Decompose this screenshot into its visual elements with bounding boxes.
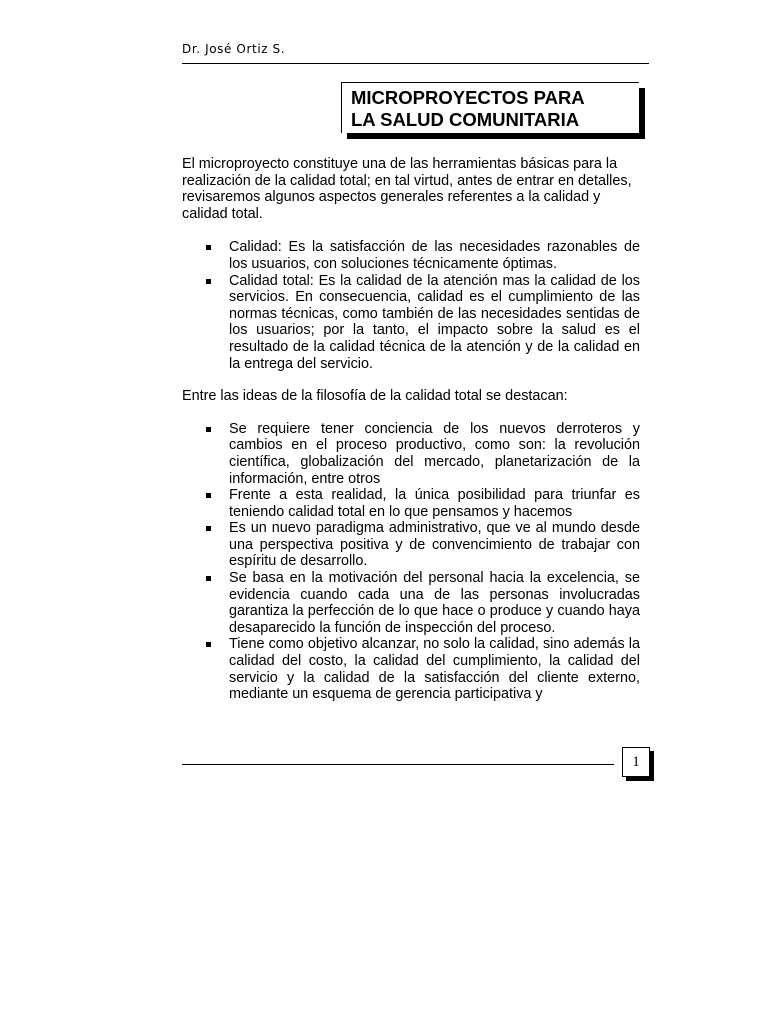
header-author: Dr. José Ortiz S. [182,42,286,56]
list-item [182,239,640,272]
square-bullet-icon [206,642,211,647]
square-bullet-icon [206,576,211,581]
square-bullet-icon [206,427,211,432]
list-item [182,487,640,520]
list-item [182,570,640,636]
definition-calidad: Calidad: Es la satisfacción de las necesidades razonables de los usuarios, con soluciones técnicamente óptimas. [229,239,640,272]
idea-text: Se requiere tener conciencia de los nuevos derroteros y cambios en el proceso productivo, como son: la revolución científica, globalización del mercado, planetarización de la información, entre otros [229,420,640,487]
square-bullet-icon [206,493,211,498]
header-divider [182,63,649,64]
definitions-list [182,239,640,372]
page-number-badge: 1 [622,747,650,777]
square-bullet-icon [206,526,211,531]
list-item [182,636,640,702]
idea-text: Tiene como objetivo alcanzar, no solo la calidad, sino además la calidad del costo, la calidad del cumplimiento, la calidad del servicio y la calidad de la satisfacción del cliente externo, mediante un esquema de gerencia participativa y [229,636,640,703]
list-item [182,273,640,373]
idea-text: Es un nuevo paradigma administrativo, que ve al mundo desde una perspectiva positiva y de convencimiento de trabajar con espíritu de desarrollo. [229,520,640,570]
square-bullet-icon [206,245,211,250]
ideas-intro-paragraph: Entre las ideas de la filosofía de la calidad total se destacan: [182,388,568,405]
title-line-1: MICROPROYECTOS PARA [351,87,585,108]
intro-paragraph: El microproyecto constituye una de las herramientas básicas para la realización de la calidad total; en tal virtud, antes de entrar en detalles, revisaremos algunos aspectos generales referentes a la calidad y calidad total. [182,156,632,222]
title-line-2: LA SALUD COMUNITARIA [351,109,580,130]
idea-text: Se basa en la motivación del personal hacia la excelencia, se evidencia cuando cada una de las personas involucradas garantiza la perfección de lo que hace o produce y cuando haya desaparecido la función de inspección del proceso. [229,570,640,636]
ideas-list [182,421,640,703]
title-box [341,82,639,133]
footer-divider [182,764,614,765]
list-item [182,421,640,487]
list-item [182,520,640,570]
idea-text: Frente a esta realidad, la única posibilidad para triunfar es teniendo calidad total en lo que pensamos y hacemos [229,487,640,520]
document-body [182,156,640,703]
square-bullet-icon [206,279,211,284]
definition-calidad-total: Calidad total: Es la calidad de la atención mas la calidad de los servicios. En consecuencia, calidad es el cumplimiento de las normas técnicas, como también de las necesidades sentidas de los usuarios; por la tanto, el impacto sobre la salud es el resultado de la calidad técnica de la atención y de la calidad en la entrega del servicio. [229,272,640,372]
